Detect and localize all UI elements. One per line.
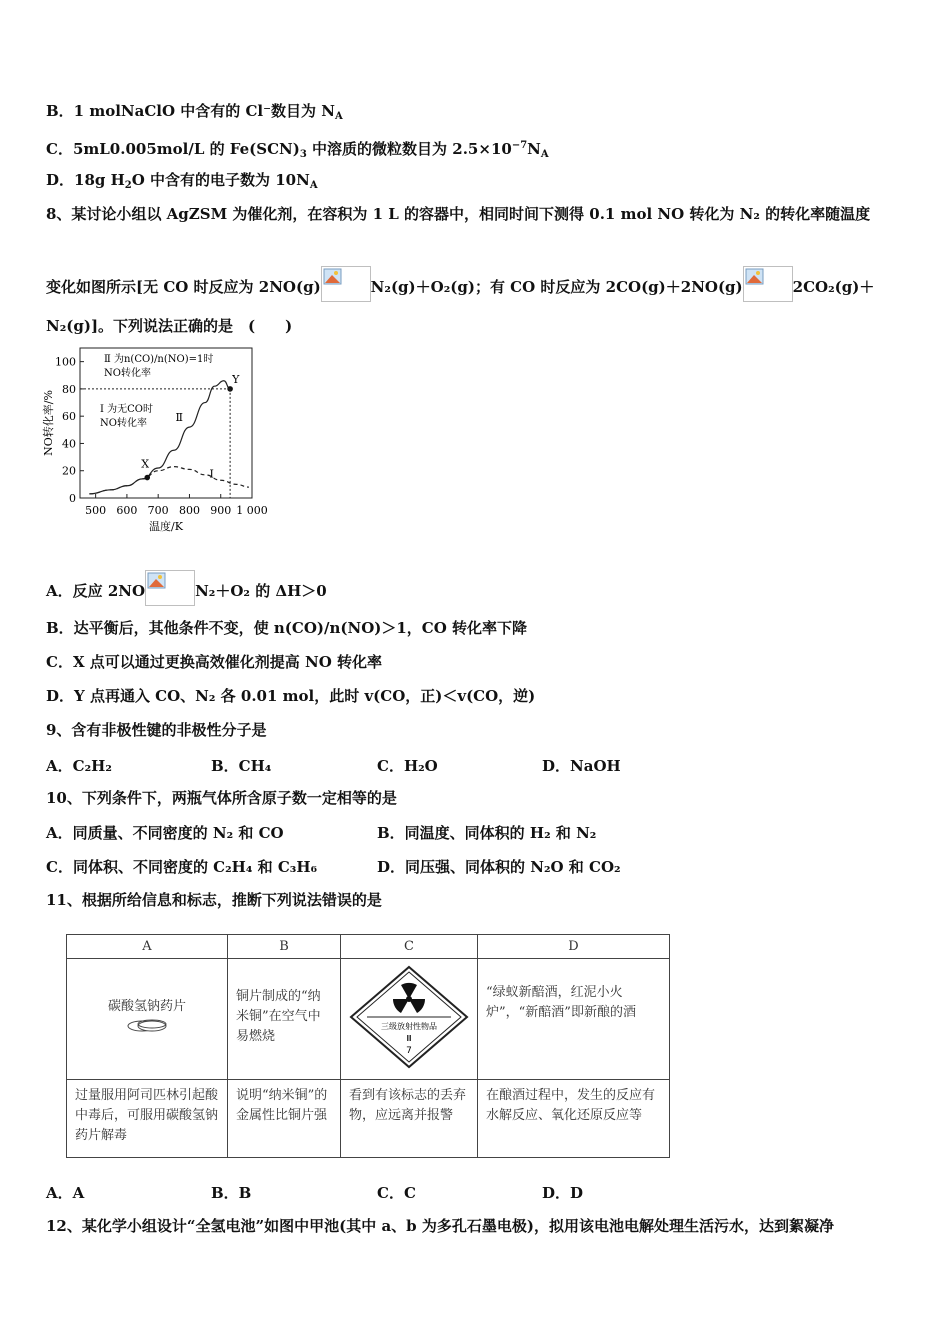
- tablet-icon: [122, 1014, 172, 1036]
- table-cell-b-bottom: 说明“纳米铜”的金属性比铜片强: [228, 1080, 341, 1158]
- equilibrium-arrow-image: [321, 266, 371, 302]
- point-label: X: [141, 457, 150, 471]
- table-header-c: C: [341, 935, 478, 959]
- q8-option-b: B．达平衡后，其他条件不变，使 n(CO)/n(NO)＞1，CO 转化率下降: [46, 619, 528, 637]
- table-header-a: A: [67, 935, 228, 959]
- sign-text: 三级放射性物品: [381, 1022, 437, 1031]
- x-tick-label: 800: [178, 504, 200, 517]
- y-axis-label: NO转化率/%: [42, 390, 55, 456]
- equilibrium-arrow-image: [743, 266, 793, 302]
- q12-stem: 12、某化学小组设计“全氢电池”如图中甲池(其中 a、b 为多孔石墨电极)，拟用该电池电解处理生活污水，达到絮凝净: [46, 1217, 834, 1235]
- q9-stem: 9、含有非极性键的非极性分子是: [46, 721, 267, 739]
- table-cell-c-top: [341, 959, 478, 1080]
- q10-stem: 10、下列条件下，两瓶气体所含原子数一定相等的是: [46, 789, 397, 807]
- q8-option-d: D．Y 点再通入 CO、N₂ 各 0.01 mol，此时 v(CO，正)＜v(CO，逆): [46, 687, 536, 705]
- legend-I-line: NO转化率: [100, 418, 147, 429]
- x-tick-label: 500: [85, 504, 107, 517]
- series-label: Ⅰ: [209, 467, 214, 481]
- table-cell-b-top: 铜片制成的“纳米铜”在空气中易燃烧: [228, 959, 341, 1080]
- q11-stem: 11、根据所给信息和标志，推断下列说法错误的是: [46, 891, 382, 909]
- sign-roman: Ⅲ: [406, 1034, 412, 1043]
- q8-option-c: C．X 点可以通过更换高效催化剂提高 NO 转化率: [46, 653, 383, 671]
- legend-I-line: Ⅰ 为无CO时: [100, 404, 153, 415]
- q10-option-a: A．同质量、不同密度的 N₂ 和 CO: [46, 824, 284, 842]
- y-tick-label: 40: [62, 437, 76, 451]
- x-axis-label: 温度/K: [149, 520, 183, 532]
- table-cell-a-top: [67, 959, 228, 1080]
- point-X: [144, 475, 150, 481]
- q8-option-a: A．反应 2NO N₂＋O₂ 的 ΔH＞0: [46, 570, 327, 606]
- chart-labels: [100, 352, 240, 480]
- radioactive-sign-icon: [349, 965, 469, 1069]
- q11-option-a: A．A: [46, 1184, 85, 1202]
- series-line-I: [89, 467, 248, 494]
- x-tick-label: 1 000: [236, 504, 268, 517]
- sign-number: 7: [406, 1046, 412, 1056]
- table-header-d: D: [478, 935, 670, 959]
- x-tick-label: 600: [116, 504, 138, 517]
- q10-option-b: B．同温度、同体积的 H₂ 和 N₂: [377, 824, 597, 842]
- q8-stem-line2: 变化如图所示[无 CO 时反应为 2NO(g) N₂(g)＋O₂(g)；有 CO 时反应为 2CO(g)＋2NO(g) 2CO₂(g)＋: [46, 266, 874, 302]
- point-label: Y: [232, 372, 240, 386]
- q9-option-b: B．CH₄: [211, 757, 272, 775]
- q11-info-table: [66, 934, 670, 1158]
- q11-option-b: B．B: [211, 1184, 252, 1202]
- q9-option-c: C．H₂O: [377, 757, 438, 775]
- q8-stem-line1: 8、某讨论小组以 AgZSM 为催化剂，在容积为 1 L 的容器中，相同时间下测得 0.1 mol NO 转化为 N₂ 的转化率随温度: [46, 205, 871, 223]
- y-tick-label: 0: [69, 492, 76, 505]
- series-label: Ⅱ: [175, 411, 183, 425]
- q8-stem-line3: N₂(g)]。下列说法正确的是 ( ): [46, 317, 293, 335]
- table-cell-c-bottom: 看到有该标志的丢弃物，应远离并报警: [341, 1080, 478, 1158]
- y-tick-label: 80: [62, 382, 76, 396]
- equilibrium-arrow-image: [145, 570, 195, 606]
- q11-option-d: D．D: [542, 1184, 584, 1202]
- q7-option-d: D．18g $H_2O$ 中含有的电子数为 $10N_A$: [46, 171, 318, 191]
- table-header-b: B: [228, 935, 341, 959]
- y-tick-label: 100: [55, 355, 76, 369]
- x-tick-label: 700: [147, 504, 169, 517]
- tablet-label: 碳酸氢钠药片: [107, 999, 186, 1014]
- q10-option-c: C．同体积、不同密度的 C₂H₄ 和 C₃H₆: [46, 858, 318, 876]
- q7-option-b: B．1 molNaClO 中含有的 Cl⁻数目为 $N_A$: [46, 102, 343, 122]
- q9-option-a: A．C₂H₂: [46, 757, 112, 775]
- legend-II-line: Ⅱ 为n(CO)/n(NO)=1时: [104, 354, 214, 365]
- table-cell-d-bottom: 在酿酒过程中，发生的反应有水解反应、氧化还原反应等: [478, 1080, 670, 1158]
- table-cell-a-bottom: 过量服用阿司匹林引起酸中毒后，可服用碳酸氢钠药片解毒: [67, 1080, 228, 1158]
- q11-option-c: C．C: [377, 1184, 416, 1202]
- q7-option-c: C．5mL0.005mol/L 的 $Fe(SCN)_3$ 中溶质的微粒数目为 $2.5\times 10^{-7}N_A$: [46, 140, 549, 160]
- chart-series: [80, 381, 249, 498]
- x-tick-label: 900: [210, 504, 232, 517]
- table-cell-d-top: “绿蚁新醅酒，红泥小火炉”，“新醅酒”即新酿的酒: [478, 959, 670, 1080]
- q10-option-d: D．同压强、同体积的 N₂O 和 CO₂: [377, 858, 621, 876]
- y-tick-label: 60: [62, 410, 76, 424]
- no-conversion-chart: [40, 344, 280, 532]
- y-tick-label: 20: [62, 464, 76, 478]
- legend-II-line: NO转化率: [104, 368, 151, 379]
- q9-option-d: D．NaOH: [542, 757, 621, 775]
